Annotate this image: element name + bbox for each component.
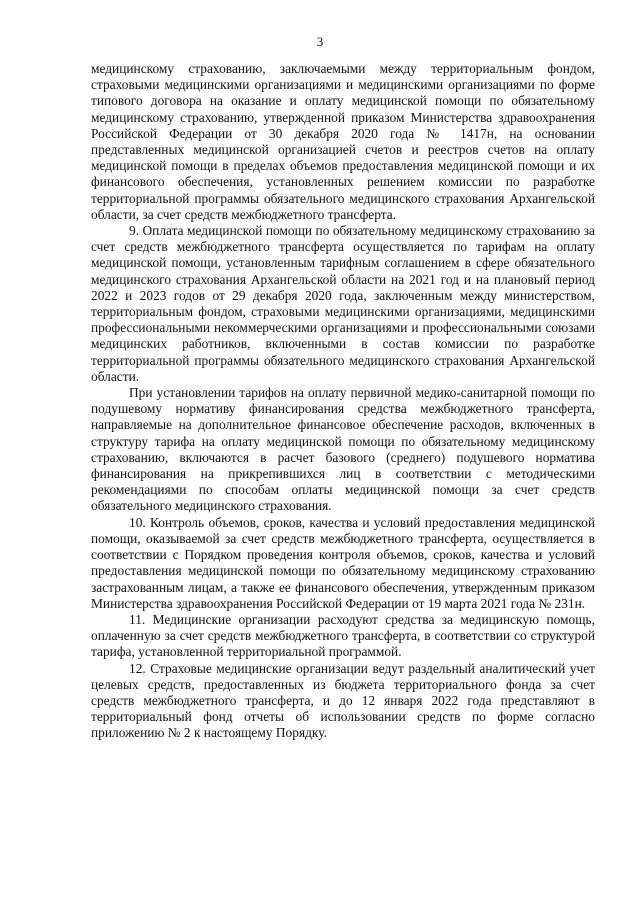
paragraph-item-9: 9. Оплата медицинской помощи по обязательному медицинскому страхованию за счет средств межбюджетного трансферта осуществляется по тарифам на оплату медицинской помощи, установленным тарифным соглашением в сфере обязательного медицинского страхования Архангельской области на 2021 год и на плановый период 2022 и 2023 годов от 29 декабря 2020 года, заключенным между министерством, территориальным фондом, страховыми медицинскими организациями, медицинскими профессиональными некоммерческими организациями и профессиональными союзами медицинских работников, включенными в состав комиссии по разработке территориальной программы обязательного медицинского страхования Архангельской области. (91, 223, 595, 384)
paragraph-item-10: 10. Контроль объемов, сроков, качества и условий предоставления медицинской помощи, оказываемой за счет средств межбюджетного трансферта, осуществляется в соответствии с Порядком проведения контроля объемов, сроков, качества и условий предоставления медицинской помощи по обязательному медицинскому страхованию застрахованным лицам, а также ее финансового обеспечения, утвержденным приказом Министерства здравоохранения Российской Федерации от 19 марта 2021 года № 231н. (91, 514, 595, 611)
paragraph-tariffs: При установлении тарифов на оплату первичной медико-санитарной помощи по подушевому нормативу финансирования средства межбюджетного трансферта, направляемые на дополнительное финансовое обеспечение расходов, включенных в структуру тарифа на оплату медицинской помощи по обязательному медицинскому страхованию, включаются в расчет базового (среднего) подушевого норматива финансирования на прикрепившихся лиц в соответствии с методическими рекомендациями по способам оплаты медицинской помощи за счет средств обязательного медицинского страхования. (91, 385, 595, 514)
paragraph-item-12: 12. Страховые медицинские организации ведут раздельный аналитический учет целевых средств, предоставленных из бюджета территориального фонда за счет средств межбюджетного трансферта, и до 12 января 2022 года представляют в территориальный фонд отчеты об использовании средств по форме согласно приложению № 2 к настоящему Порядку. (91, 660, 595, 741)
document-body (91, 61, 595, 742)
paragraph-continuation: медицинскому страхованию, заключаемыми между территориальным фондом, страховыми медицинскими организациями и медицинскими организациями по форме типового договора на оказание и оплату медицинской помощи по обязательному медицинскому страхованию, утвержденной приказом Министерства здравоохранения Российской Федерации от 30 декабря 2020 года № 1417н, на основании представленных медицинской организацией счетов и реестров счетов на оплату медицинской помощи в пределах объемов предоставления медицинской помощи и их финансового обеспечения, установленных решением комиссии по разработке территориальной программы обязательного медицинского страхования Архангельской области, за счет средств межбюджетного трансферта. (91, 61, 595, 222)
page-number: 3 (316, 34, 324, 49)
paragraph-item-11: 11. Медицинские организации расходуют средства за медицинскую помощь, оплаченную за счет средств межбюджетного трансферта, в соответствии со структурой тарифа, установленной территориальной программой. (91, 611, 595, 660)
